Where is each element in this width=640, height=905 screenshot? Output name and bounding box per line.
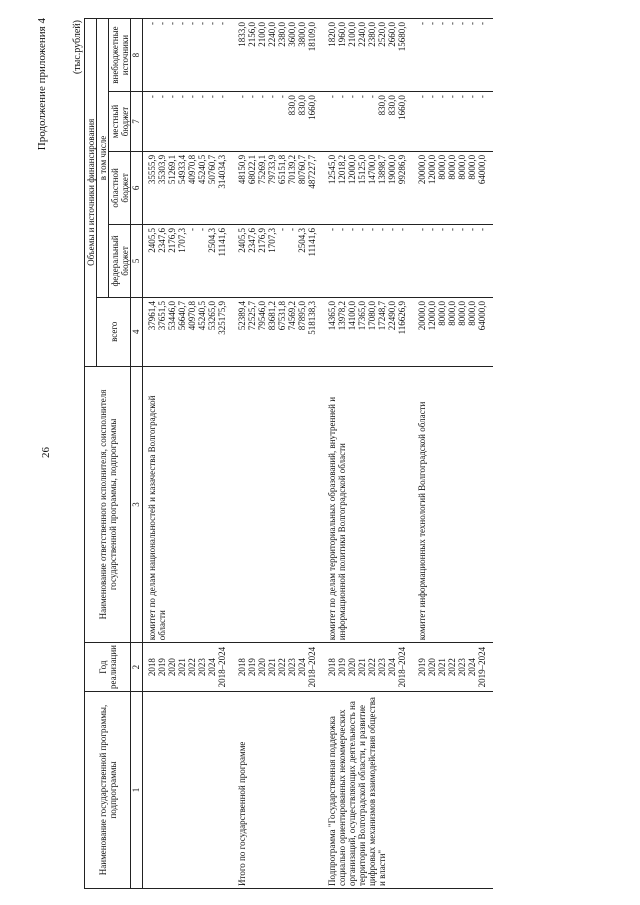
- year-value: 2018: [237, 658, 247, 677]
- year-value: 2019–2024: [477, 646, 487, 688]
- appendix-title: Продолжение приложения 4: [36, 18, 48, 151]
- unit-label: (тыс.рублей): [72, 20, 83, 75]
- header-local: местный бюджет: [109, 92, 131, 152]
- federal-value: -: [447, 227, 457, 231]
- local-value: -: [247, 95, 257, 99]
- federal-cell: [413, 224, 493, 297]
- table-body: [131, 19, 494, 889]
- local-value: -: [467, 95, 477, 99]
- total-value: 8000,0: [457, 300, 467, 326]
- total-cell: [413, 297, 493, 366]
- offbudget-value: 3600,0: [287, 22, 297, 47]
- federal-value: -: [477, 227, 487, 231]
- federal-value: 1707,3: [177, 227, 187, 253]
- executor-cell: комитет по делам территориальных образований, внутренней и информационной политики Волгоградской области: [323, 366, 413, 643]
- offbudget-value: -: [457, 22, 467, 25]
- offbudget-value: 18109,0: [307, 22, 317, 52]
- regional-value: 487227,7: [307, 154, 317, 189]
- table-row: [143, 19, 234, 889]
- offbudget-value: -: [187, 22, 197, 25]
- offbudget-value: 2240,0: [357, 22, 367, 47]
- program-name-cell: [143, 691, 234, 888]
- regional-value: 80760,7: [297, 154, 307, 185]
- offbudget-value: -: [207, 22, 217, 25]
- regional-value: 8000,0: [447, 154, 457, 180]
- federal-value: -: [357, 227, 367, 231]
- federal-value: -: [327, 227, 337, 231]
- offbudget-value: 2100,0: [347, 22, 357, 47]
- regional-value: 12545,0: [327, 154, 337, 185]
- program-name-cell: Итого по государственной программе: [233, 691, 323, 888]
- header-offbudget: внебюджетные источники: [109, 19, 131, 92]
- year-value: 2023: [377, 658, 387, 677]
- offbudget-value: -: [437, 22, 447, 25]
- total-cell: [143, 297, 234, 366]
- offbudget-value: -: [147, 22, 157, 25]
- header-including: в том числе: [97, 19, 109, 298]
- local-value: -: [257, 95, 267, 99]
- regional-value: 99286,9: [397, 154, 407, 185]
- local-value: 1660,0: [397, 95, 407, 120]
- header-year: Год реализации: [85, 643, 131, 692]
- local-value: -: [177, 95, 187, 99]
- total-value: 14365,0: [327, 300, 337, 331]
- total-value: 53446,0: [167, 300, 177, 331]
- total-value: 53265,0: [207, 300, 217, 331]
- total-value: 67531,8: [277, 300, 287, 331]
- federal-value: -: [377, 227, 387, 231]
- federal-value: -: [187, 227, 197, 231]
- year-value: 2018–2024: [397, 646, 407, 688]
- regional-value: 51269,1: [167, 154, 177, 185]
- regional-value: 8000,0: [437, 154, 447, 180]
- total-value: 40970,8: [187, 300, 197, 331]
- total-value: 8000,0: [467, 300, 477, 326]
- federal-value: -: [417, 227, 427, 231]
- total-value: 37651,5: [157, 300, 167, 331]
- header-total: всего: [97, 297, 131, 366]
- header-regional: областной бюджет: [109, 151, 131, 224]
- total-value: 72525,7: [247, 300, 257, 331]
- offbudget-value: 2660,0: [387, 22, 397, 47]
- regional-value: 12000,0: [347, 154, 357, 185]
- local-value: -: [437, 95, 447, 99]
- federal-value: 2347,6: [157, 227, 167, 253]
- total-value: 518138,3: [307, 300, 317, 335]
- total-cell: [323, 297, 413, 366]
- year-value: 2023: [197, 658, 207, 677]
- year-cell: [233, 643, 323, 692]
- offbudget-cell: [413, 19, 493, 92]
- executor-cell: [233, 366, 323, 643]
- year-value: 2019: [157, 658, 167, 677]
- regional-value: 12000,0: [427, 154, 437, 185]
- local-value: -: [477, 95, 487, 99]
- column-numbers-row: [131, 19, 143, 889]
- local-value: -: [367, 95, 377, 99]
- offbudget-value: 2520,0: [377, 22, 387, 47]
- offbudget-value: -: [167, 22, 177, 25]
- local-value: 830,0: [287, 95, 297, 116]
- local-value: -: [417, 95, 427, 99]
- local-value: 830,0: [377, 95, 387, 116]
- regional-cell: [233, 151, 323, 224]
- total-value: 22490,0: [387, 300, 397, 331]
- federal-value: -: [397, 227, 407, 231]
- offbudget-value: -: [197, 22, 207, 25]
- year-cell: [143, 643, 234, 692]
- local-value: -: [337, 95, 347, 99]
- regional-value: 14700,0: [367, 154, 377, 185]
- header-executor: Наименование ответственного исполнителя, соисполнителя государственной программы, подпрограммы: [85, 366, 131, 643]
- offbudget-value: -: [217, 22, 227, 25]
- regional-value: 8000,0: [467, 154, 477, 180]
- offbudget-value: 1820,0: [327, 22, 337, 47]
- federal-value: -: [277, 227, 287, 231]
- year-value: 2020: [167, 658, 177, 677]
- local-value: -: [447, 95, 457, 99]
- local-value: -: [357, 95, 367, 99]
- year-value: 2023: [287, 658, 297, 677]
- regional-value: 70139,2: [287, 154, 297, 185]
- year-value: 2023: [457, 658, 467, 677]
- regional-value: 79733,9: [267, 154, 277, 185]
- year-value: 2021: [177, 658, 187, 677]
- total-value: 14100,0: [347, 300, 357, 331]
- regional-value: 13898,7: [377, 154, 387, 185]
- local-value: 830,0: [297, 95, 307, 116]
- federal-value: 2405,5: [147, 227, 157, 253]
- total-value: 12000,0: [427, 300, 437, 331]
- regional-value: 314034,3: [217, 154, 227, 189]
- year-value: 2021: [437, 658, 447, 677]
- total-value: 56640,7: [177, 300, 187, 331]
- local-value: -: [207, 95, 217, 99]
- federal-value: -: [457, 227, 467, 231]
- local-value: -: [217, 95, 227, 99]
- regional-value: 35555,9: [147, 154, 157, 185]
- column-number: 1: [131, 691, 143, 888]
- federal-value: 2347,6: [247, 227, 257, 253]
- federal-value: -: [437, 227, 447, 231]
- local-value: -: [457, 95, 467, 99]
- offbudget-value: 2380,0: [367, 22, 377, 47]
- federal-value: -: [387, 227, 397, 231]
- column-number: 2: [131, 643, 143, 692]
- table-row: [233, 19, 323, 889]
- offbudget-value: 3800,0: [297, 22, 307, 47]
- offbudget-value: 15680,0: [397, 22, 407, 52]
- local-value: -: [237, 95, 247, 99]
- local-value: -: [327, 95, 337, 99]
- federal-cell: [143, 224, 234, 297]
- column-number: 4: [131, 297, 143, 366]
- offbudget-cell: [143, 19, 234, 92]
- year-value: 2024: [207, 658, 217, 677]
- offbudget-value: -: [477, 22, 487, 25]
- offbudget-value: 2240,0: [267, 22, 277, 47]
- total-value: 8000,0: [437, 300, 447, 326]
- local-cell: [323, 92, 413, 152]
- year-value: 2018–2024: [217, 646, 227, 688]
- local-value: -: [347, 95, 357, 99]
- offbudget-value: -: [447, 22, 457, 25]
- regional-value: 8000,0: [457, 154, 467, 180]
- local-value: 830,0: [387, 95, 397, 116]
- year-value: 2019: [247, 658, 257, 677]
- column-number: 8: [131, 19, 143, 92]
- year-value: 2018: [147, 658, 157, 677]
- regional-value: 15125,0: [357, 154, 367, 185]
- executor-cell: комитет информационных технологий Волгоградской области: [413, 366, 493, 643]
- regional-value: 19000,0: [387, 154, 397, 185]
- regional-value: 35303,9: [157, 154, 167, 185]
- header-federal: федеральный бюджет: [109, 224, 131, 297]
- year-cell: [323, 643, 413, 692]
- local-value: -: [157, 95, 167, 99]
- local-cell: [413, 92, 493, 152]
- federal-value: 2504,3: [297, 227, 307, 253]
- total-value: 13978,2: [337, 300, 347, 331]
- federal-value: -: [467, 227, 477, 231]
- financing-table: [84, 18, 493, 889]
- total-value: 116626,9: [397, 300, 407, 335]
- total-value: 83681,2: [267, 300, 277, 331]
- total-value: 45240,5: [197, 300, 207, 331]
- year-value: 2018–2024: [307, 646, 317, 688]
- year-value: 2022: [187, 658, 197, 677]
- total-value: 17080,0: [367, 300, 377, 331]
- offbudget-value: -: [427, 22, 437, 25]
- total-value: 17248,7: [377, 300, 387, 331]
- table-row: [413, 19, 493, 889]
- year-value: 2018: [327, 658, 337, 677]
- year-cell: [413, 643, 493, 692]
- page-number: 26: [40, 447, 52, 458]
- header-volumes: Объемы и источники финансирования: [85, 19, 97, 367]
- federal-value: 2176,9: [167, 227, 177, 253]
- federal-value: -: [427, 227, 437, 231]
- federal-value: 1707,3: [267, 227, 277, 253]
- total-value: 325175,9: [217, 300, 227, 335]
- local-value: -: [197, 95, 207, 99]
- regional-value: 68022,1: [247, 154, 257, 185]
- offbudget-value: 2156,0: [247, 22, 257, 47]
- regional-cell: [323, 151, 413, 224]
- offbudget-value: 1960,0: [337, 22, 347, 47]
- local-value: -: [147, 95, 157, 99]
- offbudget-value: -: [157, 22, 167, 25]
- regional-value: 64000,0: [477, 154, 487, 185]
- local-value: -: [427, 95, 437, 99]
- local-cell: [143, 92, 234, 152]
- offbudget-value: 2380,0: [277, 22, 287, 47]
- year-value: 2021: [267, 658, 277, 677]
- federal-value: -: [337, 227, 347, 231]
- year-value: 2024: [297, 658, 307, 677]
- local-value: -: [167, 95, 177, 99]
- federal-value: -: [197, 227, 207, 231]
- total-value: 87895,0: [297, 300, 307, 331]
- regional-value: 48150,9: [237, 154, 247, 185]
- total-cell: [233, 297, 323, 366]
- federal-value: 2504,3: [207, 227, 217, 253]
- total-value: 52389,4: [237, 300, 247, 331]
- year-value: 2020: [257, 658, 267, 677]
- federal-value: 2405,5: [237, 227, 247, 253]
- offbudget-value: -: [467, 22, 477, 25]
- regional-value: 40970,8: [187, 154, 197, 185]
- year-value: 2019: [417, 658, 427, 677]
- total-value: 37961,4: [147, 300, 157, 331]
- total-value: 79546,0: [257, 300, 267, 331]
- regional-value: 54933,4: [177, 154, 187, 185]
- federal-cell: [233, 224, 323, 297]
- offbudget-cell: [233, 19, 323, 92]
- year-value: 2024: [467, 658, 477, 677]
- regional-cell: [143, 151, 234, 224]
- year-value: 2022: [367, 658, 377, 677]
- local-cell: [233, 92, 323, 152]
- column-number: 5: [131, 224, 143, 297]
- column-number: 3: [131, 366, 143, 643]
- federal-value: -: [287, 227, 297, 231]
- offbudget-value: -: [177, 22, 187, 25]
- federal-cell: [323, 224, 413, 297]
- offbudget-value: 2100,0: [257, 22, 267, 47]
- total-value: 74569,2: [287, 300, 297, 331]
- federal-value: 11141,6: [307, 227, 317, 257]
- regional-value: 20000,0: [417, 154, 427, 185]
- year-value: 2022: [447, 658, 457, 677]
- local-value: -: [187, 95, 197, 99]
- federal-value: -: [347, 227, 357, 231]
- regional-value: 75269,1: [257, 154, 267, 185]
- local-value: -: [267, 95, 277, 99]
- regional-value: 50760,7: [207, 154, 217, 185]
- column-number: 6: [131, 151, 143, 224]
- offbudget-value: 1833,0: [237, 22, 247, 47]
- table-row: [323, 19, 413, 889]
- offbudget-value: -: [417, 22, 427, 25]
- regional-value: 45240,5: [197, 154, 207, 185]
- executor-cell: комитет по делам национальностей и казачества Волгоградской области: [143, 366, 234, 643]
- year-value: 2021: [357, 658, 367, 677]
- regional-value: 65151,8: [277, 154, 287, 185]
- column-number: 7: [131, 92, 143, 152]
- year-value: 2020: [427, 658, 437, 677]
- total-value: 64000,0: [477, 300, 487, 331]
- offbudget-cell: [323, 19, 413, 92]
- federal-value: 2176,9: [257, 227, 267, 253]
- year-value: 2019: [337, 658, 347, 677]
- federal-value: 11141,6: [217, 227, 227, 257]
- regional-cell: [413, 151, 493, 224]
- program-name-cell: Подпрограмма "Государственная поддержка социально ориентированных некоммерческих организаций, осуществляющих деятельность на территории Волгоградской области, и развитие цифровых механизмов взаимодействия общества и власти": [323, 691, 413, 888]
- header-program-name: Наименование государственной программы, подпрограммы: [85, 691, 131, 888]
- program-name-cell: [413, 691, 493, 888]
- total-value: 20000,0: [417, 300, 427, 331]
- year-value: 2022: [277, 658, 287, 677]
- year-value: 2024: [387, 658, 397, 677]
- local-value: 1660,0: [307, 95, 317, 120]
- local-value: -: [277, 95, 287, 99]
- total-value: 8000,0: [447, 300, 457, 326]
- federal-value: -: [367, 227, 377, 231]
- year-value: 2020: [347, 658, 357, 677]
- regional-value: 12018,2: [337, 154, 347, 185]
- total-value: 17365,0: [357, 300, 367, 331]
